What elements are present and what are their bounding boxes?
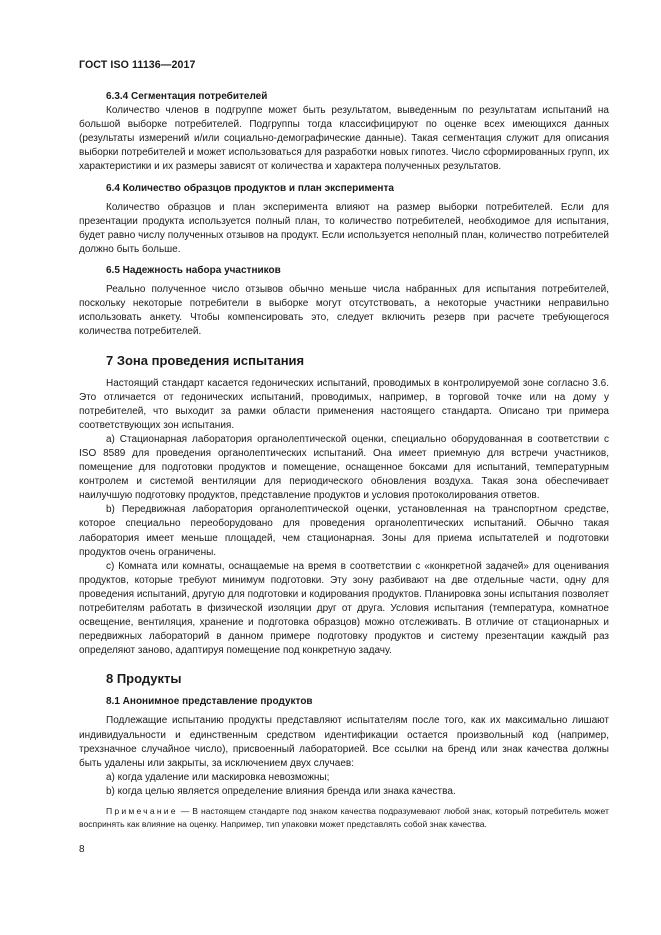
section-6-4-title: 6.4 Количество образцов продуктов и план эксперимента xyxy=(106,182,394,194)
note-text: — В настоящем стандарте под знаком качества подразумевают любой знак, который потребитель может воспринять как влияние на оценку. Например, тип упаковки может представлять собой знак качества. xyxy=(79,806,609,829)
section-6-3-4-paragraph: Количество членов в подгруппе может быть результатом, выведенным по результатам испытаний на большой выборке потребителей. Подгруппы тогда классифицируют по оценке всех имеющихся данных (результаты измерений и/или социально-демографические данные). Такая сегментация служит для описания выборки потребителей и может использоваться для разработки новых гипотез. Число сформированных групп, их характеристики и их размеры зависят от количества и характера полученных результатов. xyxy=(79,105,609,173)
section-6-4-paragraph: Количество образцов и план эксперимента влияют на размер выборки потребителей. Если для презентации продукта используется полный план, то количество потребителей, необходимое для испытания, будет равно числу полученных отзывов на продукт. Если используется неполный план, количество потребителей должно быть больше. xyxy=(79,201,609,255)
section-8-1-item-a: а) когда удаление или маскировка невозможны; xyxy=(106,771,330,783)
document-header: ГОСТ ISO 11136—2017 xyxy=(79,59,196,71)
page-number: 8 xyxy=(79,844,85,855)
section-8-1-paragraph: Подлежащие испытанию продукты представляют испытателям после того, как их максимально лишают индивидуальности и единственным средством идентификации остается произвольный код (например, трехзначное случайное число), присвоенный лабораторией. Все ссылки на бренд или знак качества должны быть удалены или закрыты, за исключением двух случаев: xyxy=(79,715,609,769)
section-6-3-4-title: 6.3.4 Сегментация потребителей xyxy=(106,91,268,102)
note xyxy=(79,805,609,830)
document-body xyxy=(79,90,609,830)
section-7-item-a: а) Стационарная лаборатория органолептической оценки, специально оборудованная в соответствии с ISO 8589 для проведения органолептических испытаний. Она имеет приемную для встречи участников, помещение для подготовки продуктов и помещение, оснащенное боксами для испытаний, температурным контролем и системой вентиляции для периодического обновления воздуха. Такая зона обеспечивает наилучшую подготовку продуктов, представление продуктов и условия протоколирования ответов. xyxy=(79,433,609,502)
section-6-5-title: 6.5 Надежность набора участников xyxy=(106,265,281,277)
section-7-item-b: b) Передвижная лаборатория органолептической оценки, установленная на транспортном средстве, которое специально переоборудовано для проведения органолептических испытаний. Обычно такая лаборатория имеет меньше площадей, чем стационарная. Зоны для приема испытателей и подготовки продуктов очень ограничены. xyxy=(79,504,609,558)
section-7-title: 7 Зона проведения испытания xyxy=(106,352,305,368)
section-7-item-c: с) Комната или комнаты, оснащаемые на время в соответствии с «конкретной задачей» для оценивания продуктов, которые требуют минимум подготовки. Эту зону разбивают на две отдельные части, одну для проведения испытаний, другую для подготовки и кодирования продуктов. Планировка зоны испытания позволяет потребителям работать в физической изоляции друг от друга. Условия испытания (температура, комнатное освещение, вентиляция, хранение и подготовка образцов) можно отслеживать. В отличие от стационарных и передвижных лабораторий в данном примере подготовку продуктов и систему презентации каждый раз определяют заново, адаптируя помещение под конкретную задачу. xyxy=(79,560,609,657)
section-8-1-item-b: b) когда целью является определение влияния бренда или знака качества. xyxy=(106,785,456,797)
section-7-paragraph: Настоящий стандарт касается гедонических испытаний, проводимых в контролируемой зоне согласно 3.6. Это отличается от гедонических испытаний, проводимых, например, в торговой точке или на дому у потребителей, что выходит за рамки области применения настоящего стандарта. Описано три примера соответствующих зон испытания. xyxy=(79,377,609,431)
section-8-title: 8 Продукты xyxy=(106,671,182,687)
section-8-1-title: 8.1 Анонимное представление продуктов xyxy=(106,696,313,708)
note-label: Примечание xyxy=(106,806,178,817)
section-6-5-paragraph: Реально полученное число отзывов обычно меньше числа набранных для испытания потребителей, поскольку некоторые потребители в выборке могут отсутствовать, а некоторые участники неправильно использовать анкету. Чтобы компенсировать это, следует включить резерв при расчете требующегося количества потребителей. xyxy=(79,284,609,338)
